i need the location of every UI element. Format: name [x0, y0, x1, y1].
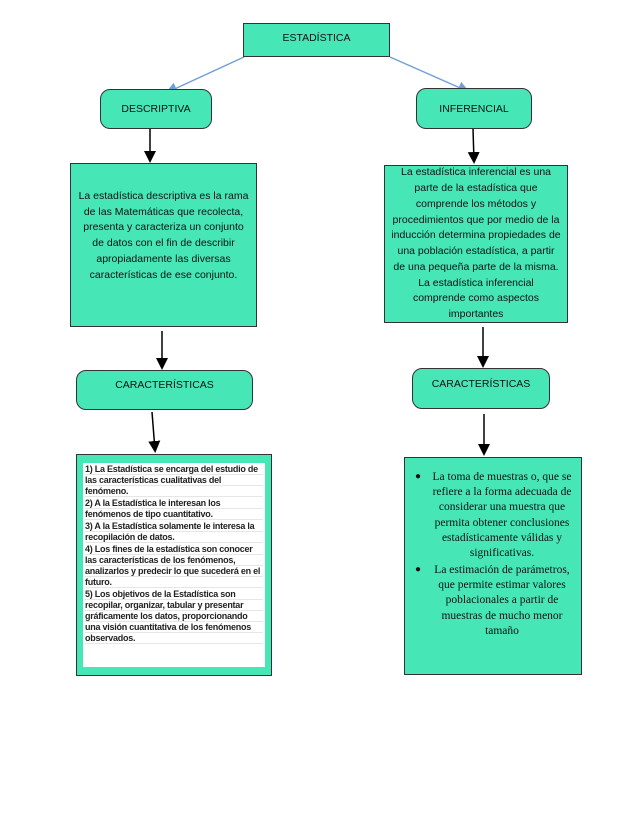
descriptiva-characteristics-list-inner: [83, 463, 265, 667]
bullet-icon: ●: [415, 471, 422, 482]
descriptiva-node: [100, 89, 212, 129]
arrow-root-to-descriptiva: [168, 57, 244, 92]
list-item: 3) A la Estadística solamente le interesa la recopilación de datos.: [85, 521, 263, 543]
arrow-root-to-inferencial: [390, 57, 467, 91]
arrow-inferencial-to-definition: [473, 129, 474, 161]
descriptiva-definition-text: La estadística descriptiva es la rama de las Matemáticas que recolecta, presenta y caracteriza un conjunto de datos con el fin de describir apropiadamente las diversas características de ese conjunto.: [78, 189, 249, 281]
list-item: [415, 563, 573, 639]
root-node-label: ESTADÍSTICA: [282, 32, 351, 44]
list-item: 2) A la Estadística le interesan los fenómenos de tipo cuantitativo.: [85, 498, 263, 520]
arrow-left-characteristics-to-list: [152, 412, 155, 450]
bullet-icon: ●: [415, 564, 422, 576]
inferencial-characteristics-label: CARACTERÍSTICAS: [431, 378, 531, 390]
descriptiva-definition: [70, 163, 257, 327]
list-item: 5) Los objetivos de la Estadística son recopilar, organizar, tabular y presentar gráficamente los datos, proporcionando una visión cuantitativa de los fenómenos observados.: [85, 589, 263, 644]
descriptiva-characteristics-label: CARACTERÍSTICAS: [115, 379, 214, 391]
descriptiva-node-label: DESCRIPTIVA: [121, 103, 191, 115]
list-item: [415, 470, 573, 561]
inferencial-definition: [384, 165, 568, 323]
inferencial-characteristics-bullets: [415, 470, 573, 639]
descriptiva-characteristics-node: [76, 370, 253, 410]
list-item: 1) La Estadística se encarga del estudio de las características cualitativas del fenómeno.: [85, 464, 263, 497]
root-node: [243, 23, 390, 57]
list-item: 4) Los fines de la estadística son conocer las características de los fenómenos, analizarlos y predecir lo que sucederá en el futuro.: [85, 544, 263, 588]
inferencial-node-label: INFERENCIAL: [439, 102, 509, 115]
list-item-text: La toma de muestras o, que se refiere a la forma adecuada de considerar una muestra que permita obtener conclusiones estadísticamente válidas y significativas.: [432, 471, 572, 559]
list-item-text: La estimación de parámetros, que permite estimar valores poblacionales a partir de muestras de mucho menor tamaño: [434, 564, 570, 637]
inferencial-node: [416, 88, 532, 129]
inferencial-characteristics-node: [412, 368, 550, 409]
descriptiva-characteristics-list: [76, 454, 272, 676]
inferencial-definition-text: La estadística inferencial es una parte de la estadística que comprende los métodos y procedimientos que por medio de la inducción determina propiedades de una población estadística, a partir de una pequeña parte de la misma. La estadística inferencial comprende como aspectos importantes: [391, 166, 561, 320]
inferencial-characteristics-list: [404, 457, 582, 675]
